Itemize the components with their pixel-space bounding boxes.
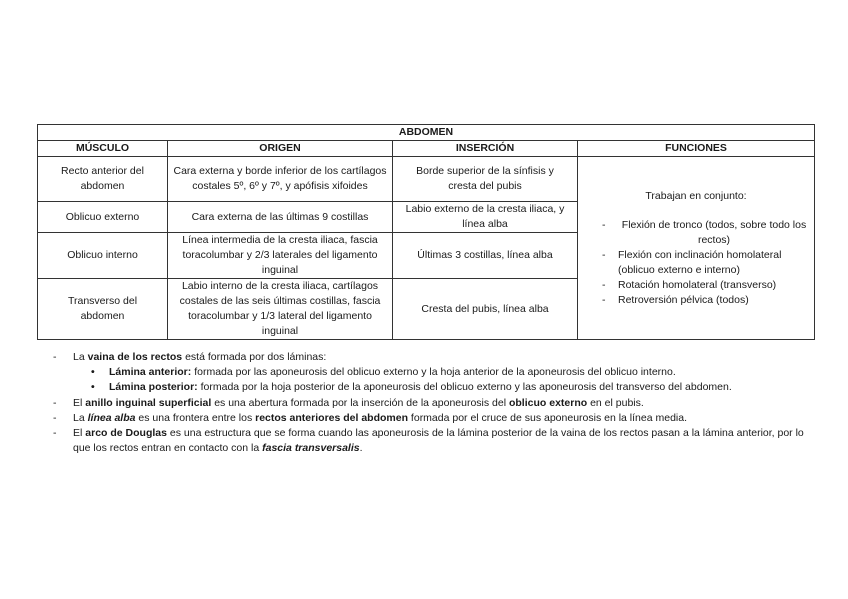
note-vaina-rectos: - La vaina de los rectos está formada por dos láminas: [53,350,813,365]
cell-musculo: Transverso del abdomen [38,279,168,340]
table-header-row [38,141,815,157]
header-musculo: MÚSCULO [38,141,168,157]
cell-origen: Cara externa de las últimas 9 costillas [168,202,393,233]
list-item: - Flexión de tronco (todos, sobre todo los rectos) [602,218,810,248]
list-item: - Flexión con inclinación homolateral (oblicuo externo e interno) [602,248,810,278]
cell-funciones [578,157,815,340]
abdomen-table [37,124,815,340]
header-insercion: INSERCIÓN [393,141,578,157]
funciones-list [582,218,810,308]
cell-origen: Línea intermedia de la cresta iliaca, fascia toracolumbar y 2/3 laterales del ligamento inguinal [168,233,393,279]
list-item: - Retroversión pélvica (todos) [602,293,810,308]
cell-musculo: Oblicuo interno [38,233,168,279]
cell-insercion: Borde superior de la sínfisis y cresta del pubis [393,157,578,202]
note-lamina-posterior: • Lámina posterior: formada por la hoja posterior de la aponeurosis del oblicuo externo y las aponeurosis del transverso del abdomen. [53,380,813,395]
cell-insercion: Labio externo de la cresta iliaca, y línea alba [393,202,578,233]
notes-list [53,350,813,456]
note-lamina-anterior: • Lámina anterior: formada por las aponeurosis del oblicuo externo y la hoja anterior de la aponeurosis del oblicuo interno. [53,365,813,380]
cell-insercion: Cresta del pubis, línea alba [393,279,578,340]
header-funciones: FUNCIONES [578,141,815,157]
note-arco-douglas: - El arco de Douglas es una estructura que se forma cuando las aponeurosis de la lámina posterior de la vaina de los rectos pasan a la lámina anterior, por lo que los rectos entran en contacto con la fascia transversalis. [53,426,813,456]
list-item: - Rotación homolateral (transverso) [602,278,810,293]
cell-musculo: Oblicuo externo [38,202,168,233]
cell-origen: Cara externa y borde inferior de los cartílagos costales 5º, 6º y 7º, y apófisis xifoides [168,157,393,202]
note-anillo-inguinal: - El anillo inguinal superficial es una abertura formada por la inserción de la aponeurosis del oblicuo externo en el pubis. [53,396,813,411]
funciones-intro: Trabajan en conjunto: [645,189,747,202]
header-origen: ORIGEN [168,141,393,157]
cell-insercion: Últimas 3 costillas, línea alba [393,233,578,279]
table-row [38,157,815,202]
cell-musculo: Recto anterior del abdomen [38,157,168,202]
table-title: ABDOMEN [38,125,815,141]
note-linea-alba: - La línea alba es una frontera entre los rectos anteriores del abdomen formada por el cruce de sus aponeurosis en la línea media. [53,411,813,426]
cell-origen: Labio interno de la cresta iliaca, cartílagos costales de las seis últimas costillas, fascia toracolumbar y 1/3 lateral del ligamento inguinal [168,279,393,340]
